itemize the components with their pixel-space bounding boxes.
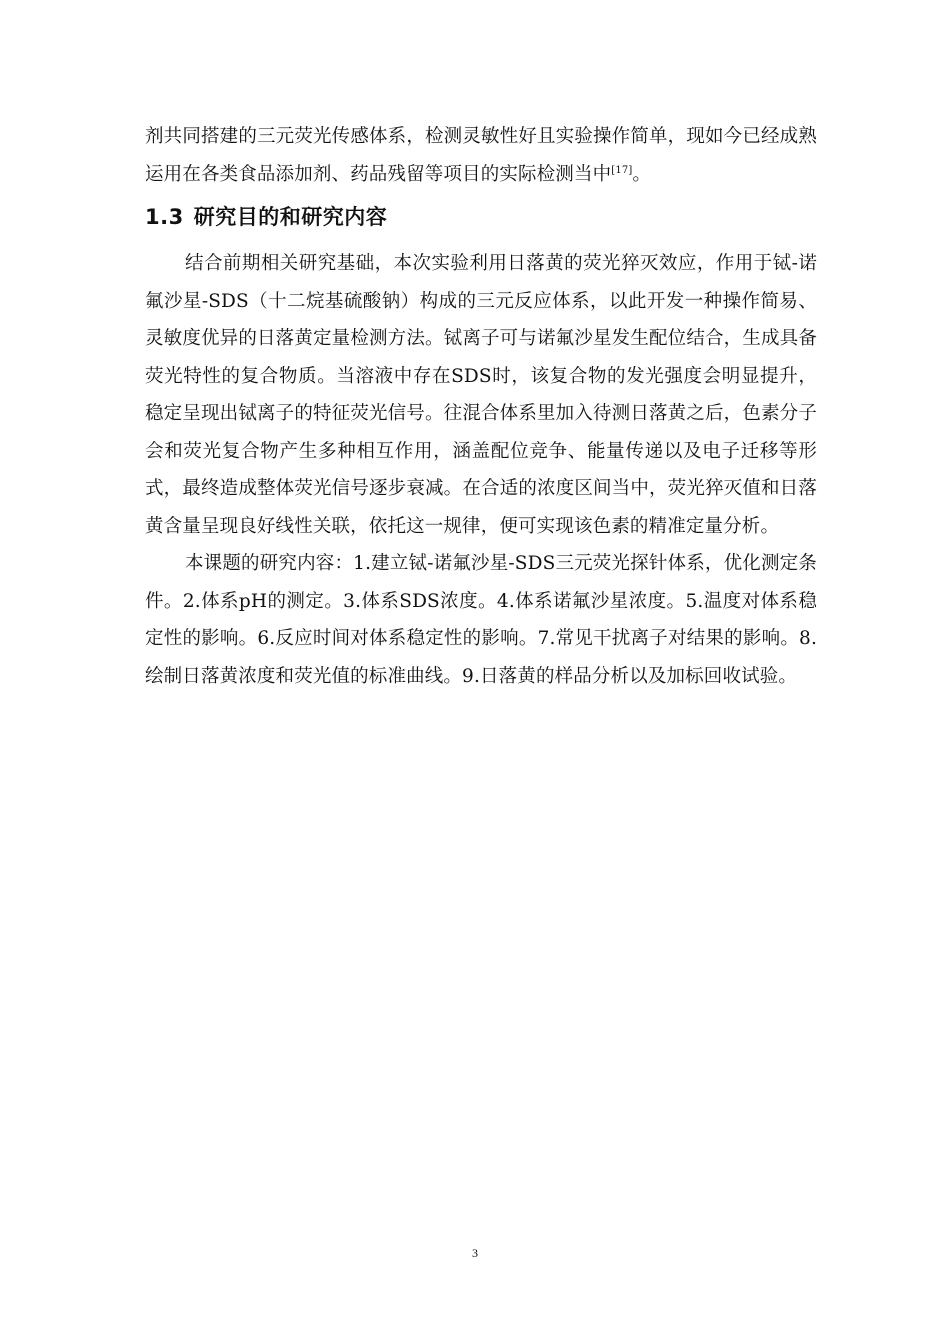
citation-reference: [17] <box>611 164 633 176</box>
section-number: 1.3 <box>145 205 184 229</box>
body-paragraph-method: 结合前期相关研究基础，本次实验利用日落黄的荧光猝灭效应，作用于铽-诺氟沙星-SDS（十二烷基硫酸钠）构成的三元反应体系，以此开发一种操作简易、灵敏度优异的日落黄定量检测方法。铽离子可与诺氟沙星发生配位结合，生成具备荧光特性的复合物质。当溶液中存在SDS时，该复合物的发光强度会明显提升，稳定呈现出铽离子的特征荧光信号。往混合体系里加入待测日落黄之后，色素分子会和荧光复合物产生多种相互作用，涵盖配位竞争、能量传递以及电子迁移等形式，最终造成整体荧光信号逐步衰减。在合适的浓度区间当中，荧光猝灭值和日落黄含量呈现良好线性关联，依托这一规律，便可实现该色素的精准定量分析。 <box>145 253 817 537</box>
continued-paragraph-end: 。 <box>632 163 652 185</box>
body-paragraph-research-content: 本课题的研究内容：1.建立铽-诺氟沙星-SDS三元荧光探针体系，优化测定条件。2.体系pH的测定。3.体系SDS浓度。4.体系诺氟沙星浓度。5.温度对体系稳定性的影响。6.反应时间对体系稳定性的影响。7.常见干扰离子对结果的影响。8.绘制日落黄浓度和荧光值的标准曲线。9.日落黄的样品分析以及加标回收试验。 <box>145 553 817 687</box>
page-number: 3 <box>472 1246 478 1260</box>
page-content <box>145 118 817 695</box>
continued-paragraph-text: 剂共同搭建的三元荧光传感体系，检测灵敏性好且实验操作简单，现如今已经成熟运用在各类食品添加剂、药品残留等项目的实际检测当中 <box>145 126 817 185</box>
section-title: 研究目的和研究内容 <box>193 205 388 229</box>
continued-paragraph <box>145 118 817 193</box>
section-heading <box>145 202 817 232</box>
